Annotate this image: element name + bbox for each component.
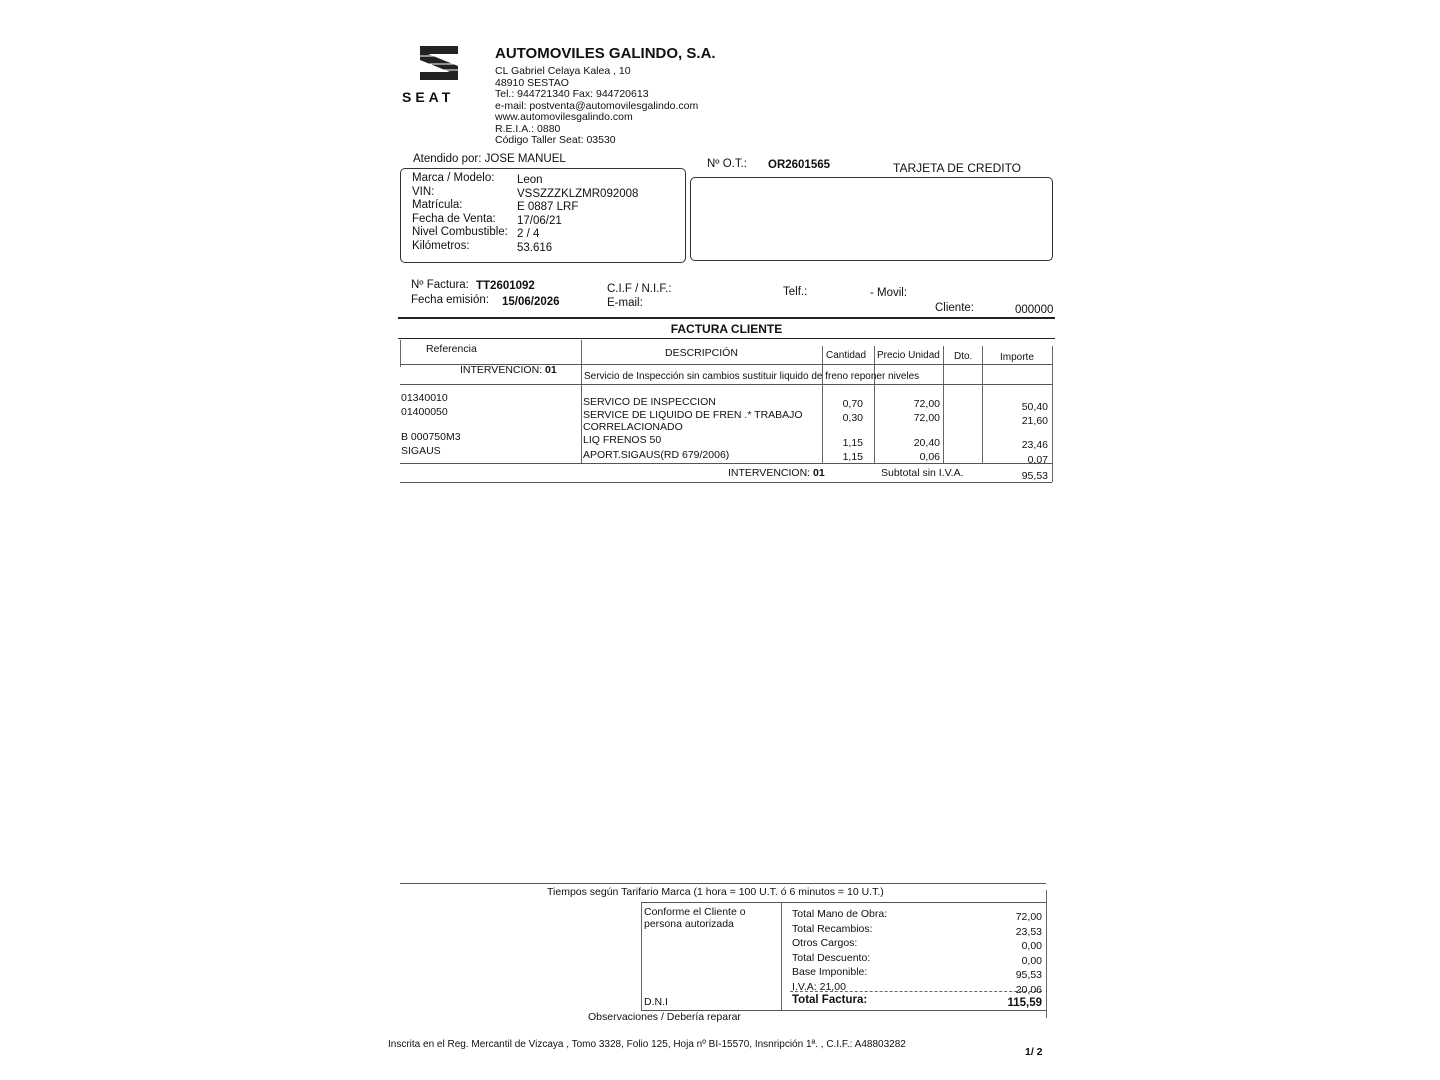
grand-total-value: 115,59 xyxy=(1007,997,1042,1009)
row-desc-cont: CORRELACIONADO xyxy=(583,421,683,433)
total-value: 72,00 xyxy=(1015,911,1042,923)
company-line: e-mail: postventa@automovilesgalindo.com xyxy=(495,99,699,112)
company-name: AUTOMOVILES GALINDO, S.A. xyxy=(495,45,716,62)
col-divider xyxy=(400,340,401,367)
footer-box-mid xyxy=(781,902,782,1010)
company-line: www.automovilesgalindo.com xyxy=(495,111,633,123)
subtotal-num: 01 xyxy=(813,467,825,479)
intervention-rule xyxy=(400,384,1052,385)
vehicle-value: Leon xyxy=(517,174,543,186)
client-value: 000000 xyxy=(1015,304,1054,316)
ot-label: Nº O.T.: xyxy=(707,158,747,170)
totals-labels xyxy=(792,907,887,994)
company-line: Tel.: 944721340 Fax: 944720613 xyxy=(495,88,649,100)
vehicle-label: Kilómetros: xyxy=(412,239,470,252)
row-ref: B 000750M3 xyxy=(401,431,461,443)
invoice-date: 15/06/2026 xyxy=(502,296,560,308)
invoice-title: FACTURA CLIENTE xyxy=(670,322,783,336)
conforme-line1: Conforme el Cliente o xyxy=(644,906,746,918)
invoice-num: TT2601092 xyxy=(476,280,535,292)
attended-value: JOSE MANUEL xyxy=(484,153,566,165)
ot-value: OR2601565 xyxy=(768,159,831,171)
row-ref: 01400050 xyxy=(401,406,448,418)
row-ref: SIGAUS xyxy=(401,445,441,457)
row-price: 20,40 xyxy=(913,437,940,449)
observaciones-label: Observaciones / Debería reparar xyxy=(588,1011,741,1023)
header-qty: Cantidad xyxy=(826,350,867,361)
telf-label: Telf.: xyxy=(783,286,808,298)
page-number: 1/ 2 xyxy=(1025,1046,1043,1058)
header-ref: Referencia xyxy=(426,343,477,355)
total-label: I.V.A: 21,00 xyxy=(792,980,846,993)
row-amount: 50,40 xyxy=(1021,401,1048,413)
header-dto: Dto. xyxy=(954,351,973,362)
subtotal-value: 95,53 xyxy=(1021,470,1048,482)
invoice-num-label: Nº Factura: xyxy=(411,279,469,291)
tiempos-note: Tiempos según Tarifario Marca (1 hora = 100 U.T. ó 6 minutos = 10 U.T.) xyxy=(547,886,884,898)
row-desc: APORT.SIGAUS(RD 679/2006) xyxy=(583,449,730,461)
row-qty: 0,30 xyxy=(842,412,863,424)
title-rule xyxy=(398,317,1055,319)
attended-label: Atendido por: xyxy=(413,153,482,165)
intervention-label xyxy=(460,364,557,376)
row-ref: 01340010 xyxy=(401,392,448,404)
row-amount: 0,07 xyxy=(1027,454,1048,466)
client-label: Cliente: xyxy=(935,302,974,314)
conforme-line2: persona autorizada xyxy=(644,918,734,930)
row-desc: LIQ FRENOS 50 xyxy=(583,434,662,446)
vehicle-values xyxy=(517,174,638,255)
row-desc: SERVICO DE INSPECCION xyxy=(583,396,716,408)
vehicle-label: Matrícula: xyxy=(412,199,463,211)
registry-note: Inscrita en el Reg. Mercantil de Vizcaya , Tomo 3328, Folio 125, Hoja nº BI-15570, Insnripción 1ª. , C.I.F.: A48803282 xyxy=(388,1039,906,1050)
vehicle-value: 17/06/21 xyxy=(517,214,562,227)
col-divider xyxy=(1052,346,1053,482)
vehicle-value: VSSZZZKLZMR092008 xyxy=(517,187,639,200)
total-label: Otros Cargos: xyxy=(792,937,858,949)
row-desc: SERVICE DE LIQUIDO DE FREN .* TRABAJO xyxy=(583,409,803,421)
footer-box-left xyxy=(641,902,642,1010)
totals-values xyxy=(970,910,1042,997)
total-label: Total Descuento: xyxy=(792,951,871,964)
email-label: E-mail: xyxy=(607,297,643,309)
row-amount: 23,46 xyxy=(1021,439,1048,451)
col-divider xyxy=(581,340,582,464)
row-price: 72,00 xyxy=(913,412,940,424)
row-qty: 1,15 xyxy=(842,437,863,449)
invoice-date-label: Fecha emisión: xyxy=(411,294,489,306)
footer-box-top xyxy=(641,902,1046,903)
vehicle-label: Nivel Combustible: xyxy=(412,226,508,238)
cif-label: C.I.F / N.I.F.: xyxy=(607,283,672,295)
seat-logo xyxy=(402,42,474,105)
header-price: Precio Unidad xyxy=(877,350,940,361)
subtotal-rule xyxy=(400,482,1052,483)
vehicle-value: 2 / 4 xyxy=(517,228,540,240)
subtotal-sub-label: Subtotal sin I.V.A. xyxy=(881,467,964,479)
notes-box xyxy=(690,177,1053,261)
vehicle-label: Fecha de Venta: xyxy=(412,212,496,225)
vehicle-labels xyxy=(412,172,508,253)
intervention-label-text: INTERVENCION: xyxy=(460,364,543,376)
total-label: Base Imponible: xyxy=(792,966,868,978)
subtotal-intervention xyxy=(728,467,825,479)
subtotal-label: INTERVENCION: xyxy=(728,467,811,479)
grand-total-label: Total Factura: xyxy=(792,994,868,1006)
attended-by xyxy=(413,153,566,165)
total-value: 20,06 xyxy=(1015,983,1042,996)
vehicle-label: VIN: xyxy=(412,185,435,198)
company-line: Código Taller Seat: 03530 xyxy=(495,134,616,146)
dni-label: D.N.I xyxy=(644,996,668,1008)
company-line: CL Gabriel Celaya Kalea , 10 xyxy=(495,65,631,77)
company-line: 48910 SESTAO xyxy=(495,76,569,89)
footer-box-right xyxy=(1046,890,1047,1018)
seat-wordmark: SEAT xyxy=(402,89,455,105)
title-rule-bottom xyxy=(398,338,1055,339)
row-price: 0,06 xyxy=(919,451,940,463)
row-price: 72,00 xyxy=(913,398,940,410)
vehicle-value: 53.616 xyxy=(517,241,553,254)
vehicle-label: Marca / Modelo: xyxy=(412,172,495,184)
row-qty: 1,15 xyxy=(842,451,863,463)
total-label: Total Mano de Obra: xyxy=(792,908,888,920)
company-line: R.E.I.A.: 0880 xyxy=(495,122,561,135)
vehicle-value: E 0887 LRF xyxy=(517,201,579,213)
total-value: 95,53 xyxy=(1015,969,1042,981)
total-label: Total Recambios: xyxy=(792,922,873,935)
total-value: 0,00 xyxy=(1021,940,1042,952)
seat-logo-icon xyxy=(402,42,474,84)
total-value: 0,00 xyxy=(1021,954,1042,967)
row-amount: 21,60 xyxy=(1021,415,1048,427)
total-value: 23,53 xyxy=(1015,925,1042,938)
payment-method: TARJETA DE CREDITO xyxy=(893,161,1022,175)
header-desc: DESCRIPCIÓN xyxy=(665,347,738,359)
row-qty: 0,70 xyxy=(842,398,863,410)
intervention-num: 01 xyxy=(545,364,557,376)
footer-top-rule xyxy=(400,883,1046,884)
header-amount: Importe xyxy=(1000,352,1034,363)
company-address xyxy=(495,66,698,147)
intervention-desc: Servicio de Inspección sin cambios sustituir liquido de freno reponer niveles xyxy=(584,371,920,382)
rows-end-rule xyxy=(400,463,1052,464)
movil-label: - Movil: xyxy=(870,287,908,299)
